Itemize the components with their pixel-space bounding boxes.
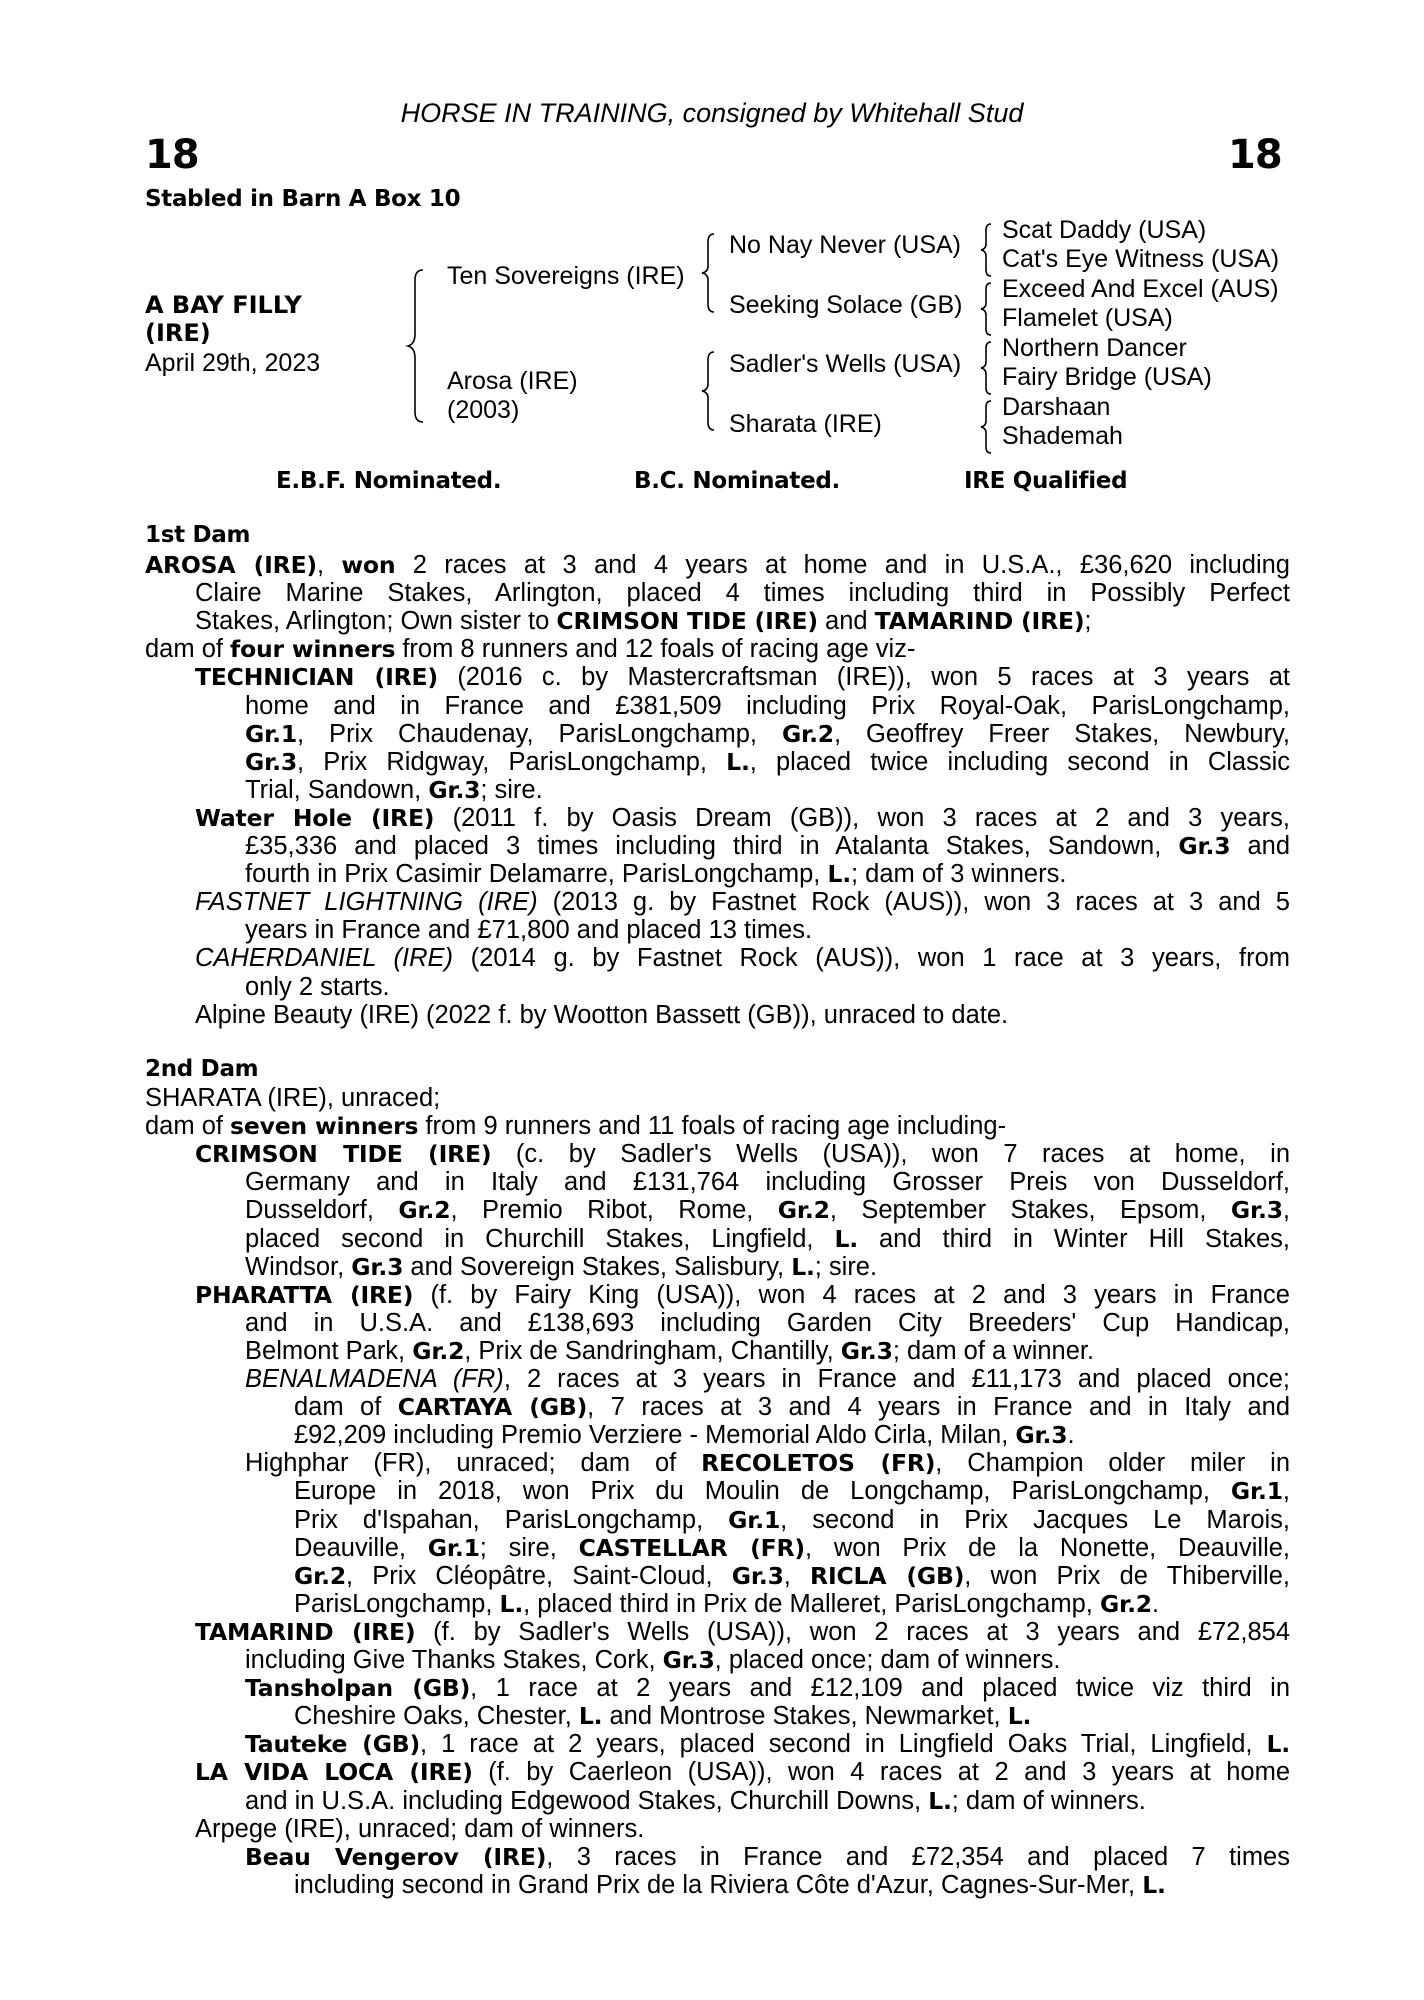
bold-text: PHARATTA (IRE) (195, 1280, 414, 1309)
pedigree-text-line (145, 1112, 1006, 1140)
text: (2011 f. by Oasis Dream (GB)), won 3 races at 2 and 3 years, (434, 803, 1290, 832)
text: , Geoffrey Freer Stakes, Newbury, (833, 719, 1291, 748)
first-dam-heading: 1st Dam (145, 522, 251, 548)
text: fourth in Prix Casimir Delamarre, ParisLongchamp, (245, 860, 828, 889)
bold-text: Water Hole (IRE) (195, 803, 435, 832)
text: , (1282, 1196, 1291, 1225)
horse-country: (IRE) (145, 319, 211, 347)
text: years in France and £71,800 and placed 13 times. (245, 916, 813, 945)
text: , 1 race at 2 years, placed second in Lingfield Oaks Trial, Lingfield, (420, 1730, 1267, 1759)
pedigree-brace-dam (700, 348, 722, 433)
bc-nomination: B.C. Nominated. (634, 468, 840, 494)
lot-number-right: 18 (1228, 132, 1282, 178)
text: ParisLongchamp, (294, 1589, 500, 1618)
text: home and in France and £381,509 including Prix Royal-Oak, ParisLongchamp, (245, 691, 1290, 720)
bold-text: Gr.2 (412, 1336, 465, 1365)
text: Stakes, Arlington; Own sister to (195, 607, 557, 636)
pedigree-dam-sire: Sadler's Wells (USA) (729, 350, 962, 378)
pedigree-brace-main (405, 266, 435, 426)
text: and (1230, 832, 1290, 860)
bold-text: Gr.1 (1230, 1477, 1283, 1506)
bold-text: TAMARIND (IRE) (195, 1617, 416, 1646)
horse-name: A BAY FILLY (145, 291, 302, 319)
text: Deauville, (294, 1533, 428, 1562)
bold-text: Gr.3 (731, 1561, 784, 1590)
pedigree-sire-dam: Seeking Solace (GB) (729, 291, 963, 319)
pedigree-sire: Ten Sovereigns (IRE) (447, 262, 685, 290)
bold-text: CRIMSON TIDE (IRE) (556, 607, 818, 636)
pedigree-text-line (245, 832, 1290, 860)
catalogue-header: HORSE IN TRAINING, consigned by Whitehall Stud (400, 98, 1024, 128)
text: and Montrose Stakes, Newmarket, (602, 1702, 1008, 1731)
pedigree-text-line (145, 1084, 440, 1112)
bold-text: RICLA (GB) (810, 1561, 965, 1590)
italic-text: BENALMADENA (FR) (245, 1365, 504, 1393)
pedigree-dam-year: (2003) (447, 396, 520, 424)
bold-text: Tansholpan (GB) (245, 1674, 471, 1703)
horse-description (145, 291, 302, 347)
text: ; (1084, 607, 1092, 636)
bold-text: L. (1266, 1730, 1290, 1759)
bold-text: L. (499, 1589, 524, 1618)
text: (c. by Sadler's Wells (USA)), won 7 races at home, in (491, 1140, 1290, 1169)
text: ; sire. (814, 1252, 878, 1281)
text: Arpege (IRE), unraced; dam of winners. (195, 1814, 645, 1843)
text: dam of (294, 1393, 398, 1422)
pedigree-text-line (245, 916, 812, 944)
pedigree-text-line (245, 776, 543, 804)
pedigree-text-line (195, 1758, 1290, 1786)
pedigree-text-line (245, 973, 390, 1001)
pedigree-text-line (195, 804, 1290, 832)
pedigree-text-line (294, 1421, 1075, 1449)
text: and third in Winter Hill Stakes, (857, 1224, 1291, 1253)
bold-text: four winners (230, 635, 396, 664)
pedigree-text-line (294, 1393, 1290, 1421)
bold-text: Gr.1 (427, 1533, 480, 1562)
text: ; dam of winners. (951, 1786, 1146, 1815)
text: SHARATA (IRE), unraced; (145, 1084, 441, 1112)
bold-text: Gr.2 (1099, 1589, 1152, 1618)
text: Cheshire Oaks, Chester, (294, 1702, 579, 1731)
pedigree-text-line (195, 579, 1290, 607)
pedigree-gen3-5: Northern Dancer (1002, 334, 1187, 362)
pedigree-gen3-4: Flamelet (USA) (1002, 304, 1173, 332)
text: from 8 runners and 12 foals of racing age viz- (395, 635, 916, 664)
pedigree-text-line (245, 1449, 1290, 1477)
pedigree-text-line (245, 1730, 1290, 1758)
bold-text: L. (827, 860, 851, 889)
text: , 1 race at 2 years and £12,109 and placed twice viz third in (470, 1674, 1291, 1703)
text: and Sovereign Stakes, Salisbury, (403, 1252, 792, 1281)
text: dam of (145, 635, 231, 664)
pedigree-dam-dam: Sharata (IRE) (729, 410, 882, 438)
stabling-location: Stabled in Barn A Box 10 (145, 186, 461, 212)
text: . (1151, 1589, 1160, 1618)
text: Belmont Park, (245, 1336, 413, 1365)
text: £92,209 including Premio Verziere - Memorial Aldo Cirla, Milan, (294, 1421, 1016, 1450)
text: placed second in Churchill Stakes, Lingfield, (245, 1224, 835, 1253)
pedigree-text-line (294, 1477, 1290, 1505)
text: , placed third in Prix de Malleret, ParisLongchamp, (523, 1589, 1100, 1618)
text: and (817, 607, 875, 636)
text: , Prix de Sandringham, Chantilly, (464, 1336, 841, 1365)
text: ; dam of 3 winners. (850, 860, 1067, 889)
bold-text: LA VIDA LOCA (IRE) (195, 1758, 473, 1787)
pedigree-text-line (245, 1309, 1290, 1337)
bold-text: L. (1007, 1702, 1032, 1731)
pedigree-gen3-3: Exceed And Excel (AUS) (1002, 275, 1279, 303)
pedigree-text-line (245, 1787, 1146, 1815)
pedigree-text-line (195, 1281, 1290, 1309)
text: (f. by Fairy King (USA)), won 4 races at 2 and 3 years in France (413, 1280, 1290, 1309)
bold-text: Gr.1 (728, 1505, 781, 1534)
bold-text: Gr.3 (1230, 1196, 1283, 1225)
text: (2014 g. by Fastnet Rock (AUS)), won 1 race at 3 years, from (453, 944, 1290, 973)
bold-text: CASTELLAR (FR) (578, 1533, 805, 1562)
text: ; sire. (480, 775, 543, 804)
bold-text: Gr.3 (662, 1646, 715, 1674)
text: , placed twice including second in Classic (749, 747, 1290, 776)
bold-text: Gr.3 (1178, 832, 1231, 860)
text: , won Prix de la Nonette, Deauville, (804, 1533, 1291, 1562)
bold-text: L. (834, 1224, 858, 1253)
text: , Prix Chaudenay, ParisLongchamp, (297, 719, 782, 748)
text: and in U.S.A. including Edgewood Stakes, Churchill Downs, (245, 1786, 929, 1815)
pedigree-text-line (294, 1506, 1290, 1534)
text: , Prix Ridgway, ParisLongchamp, (297, 747, 727, 776)
bold-text: Gr.3 (351, 1252, 404, 1281)
pedigree-text-line (145, 551, 1290, 579)
bold-text: Gr.3 (428, 775, 481, 804)
pedigree-gen3-7: Darshaan (1002, 393, 1111, 421)
bold-text: TECHNICIAN (IRE) (195, 663, 438, 692)
pedigree-text-line (195, 1815, 644, 1843)
italic-text: CAHERDANIEL (IRE) (195, 944, 454, 973)
pedigree-text-line (245, 1225, 1290, 1253)
lot-number-left: 18 (145, 132, 199, 178)
pedigree-text-line (195, 1140, 1290, 1168)
text: from 9 runners and 11 foals of racing age including- (418, 1112, 1007, 1141)
pedigree-text-line (294, 1871, 1166, 1899)
text: (f. by Sadler's Wells (USA)), won 2 races at 3 years and £72,854 (415, 1617, 1290, 1646)
text: , 3 races in France and £72,354 and placed 7 times (546, 1842, 1290, 1871)
pedigree-text-line (245, 1337, 1094, 1365)
text: (f. by Caerleon (USA)), won 4 races at 2 and 3 years at home (472, 1758, 1290, 1787)
pedigree-text-line (195, 607, 1091, 635)
text: Dusseldorf, (245, 1196, 399, 1225)
bold-text: CRIMSON TIDE (IRE) (195, 1140, 492, 1169)
text: Alpine Beauty (IRE) (2022 f. by Wootton Bassett (GB)), unraced to date. (195, 1000, 1009, 1029)
pedigree-text-line (195, 1001, 1008, 1029)
pedigree-text-line (245, 748, 1290, 776)
text: Windsor, (245, 1252, 352, 1281)
text: , Prix Cléopâtre, Saint-Cloud, (346, 1561, 732, 1590)
pedigree-text-line (294, 1702, 1031, 1730)
text: 2 races at 3 and 4 years at home and in U.S.A., £36,620 including (395, 551, 1290, 579)
bold-text: Gr.3 (245, 747, 298, 776)
pedigree-text-line (195, 663, 1290, 691)
text: , (1282, 1477, 1290, 1506)
pedigree-brace-g3-2 (978, 279, 998, 339)
bold-text: Beau Vengerov (IRE) (245, 1842, 547, 1871)
pedigree-text-line (145, 635, 915, 663)
pedigree-text-line (245, 1646, 1061, 1674)
text: , Premio Ribot, Rome, (450, 1196, 778, 1225)
text: Highphar (FR), unraced; dam of (245, 1449, 702, 1478)
second-dam-heading: 2nd Dam (145, 1056, 259, 1082)
text: Prix d'Ispahan, ParisLongchamp, (294, 1505, 729, 1534)
text: and in U.S.A. and £138,693 including Garden City Breeders' Cup Handicap, (245, 1308, 1290, 1337)
pedigree-text-line (294, 1534, 1290, 1562)
pedigree-text-line (245, 1674, 1290, 1702)
pedigree-text-line (245, 1365, 1290, 1393)
pedigree-brace-g3-1 (978, 220, 998, 280)
bold-text: Gr.2 (294, 1561, 347, 1590)
bold-text: L. (1142, 1870, 1166, 1899)
pedigree-dam: Arosa (IRE) (447, 367, 578, 395)
bold-text: L. (726, 747, 750, 776)
bold-text: Tauteke (GB) (245, 1730, 421, 1759)
text: including second in Grand Prix de la Riviera Côte d'Azur, Cagnes-Sur-Mer, (294, 1870, 1143, 1899)
text: ; dam of a winner. (892, 1336, 1095, 1365)
pedigree-text-line (245, 860, 1066, 888)
pedigree-text-line (245, 1843, 1290, 1871)
bold-text: Gr.3 (1015, 1421, 1068, 1450)
text: Trial, Sandown, (245, 775, 429, 804)
bold-text: Gr.3 (840, 1336, 893, 1365)
bold-text: RECOLETOS (FR) (701, 1449, 936, 1478)
bold-text: L. (928, 1786, 952, 1815)
text: £35,336 and placed 3 times including third in Atalanta Stakes, Sandown, (245, 832, 1179, 860)
text: , won Prix de Thiberville, (964, 1561, 1290, 1590)
pedigree-text-line (195, 1618, 1290, 1646)
bold-text: L. (791, 1252, 815, 1281)
italic-text: FASTNET LIGHTNING (IRE) (195, 888, 538, 917)
ire-qualified: IRE Qualified (964, 468, 1128, 494)
pedigree-text-line (294, 1562, 1290, 1590)
pedigree-text-line (195, 888, 1290, 916)
pedigree-gen3-1: Scat Daddy (USA) (1002, 216, 1207, 244)
bold-text: L. (578, 1702, 603, 1731)
pedigree-text-line (245, 1196, 1290, 1224)
text: including Give Thanks Stakes, Cork, (245, 1646, 663, 1674)
text: (2013 g. by Fastnet Rock (AUS)), won 3 races at 3 and 5 (537, 888, 1290, 917)
pedigree-gen3-2: Cat's Eye Witness (USA) (1002, 245, 1280, 273)
text: , Champion older miler in (935, 1449, 1290, 1478)
text: , 7 races at 3 and 4 years in France and in Italy and (587, 1393, 1291, 1422)
text: . (1067, 1421, 1075, 1450)
pedigree-text-line (245, 720, 1290, 748)
pedigree-gen3-8: Shademah (1002, 422, 1123, 450)
pedigree-brace-g3-4 (978, 397, 998, 457)
text: Europe in 2018, won Prix du Moulin de Longchamp, ParisLongchamp, (294, 1477, 1231, 1506)
bold-text: AROSA (IRE) (145, 551, 317, 579)
bold-text: Gr.2 (398, 1196, 451, 1225)
pedigree-text-line (245, 1253, 877, 1281)
bold-text: Gr.2 (781, 719, 834, 748)
text: Claire Marine Stakes, Arlington, placed 4 times including third in Possibly Perfect (195, 579, 1290, 608)
text: ; sire, (479, 1533, 579, 1562)
bold-text: Gr.1 (245, 719, 298, 748)
text: , (316, 551, 342, 579)
text: , September Stakes, Epsom, (829, 1196, 1231, 1225)
bold-text: won (341, 551, 396, 579)
foaling-date: April 29th, 2023 (145, 349, 321, 377)
text: , second in Prix Jacques Le Marois, (780, 1505, 1290, 1534)
pedigree-text-line (195, 944, 1290, 972)
text: , placed once; dam of winners. (714, 1646, 1061, 1674)
pedigree-text-line (245, 1168, 1290, 1196)
text: , (783, 1561, 811, 1590)
pedigree-text-line (294, 1590, 1159, 1618)
bold-text: TAMARIND (IRE) (874, 607, 1085, 636)
pedigree-gen3-6: Fairy Bridge (USA) (1002, 363, 1212, 391)
text: (2016 c. by Mastercraftsman (IRE)), won 5 races at 3 years at (437, 663, 1290, 692)
bold-text: CARTAYA (GB) (397, 1393, 588, 1422)
pedigree-brace-g3-3 (978, 338, 998, 398)
ebf-nomination: E.B.F. Nominated. (276, 468, 502, 494)
pedigree-sire-sire: No Nay Never (USA) (729, 231, 961, 259)
pedigree-brace-sire (700, 230, 722, 315)
text: , 2 races at 3 years in France and £11,173 and placed once; (503, 1365, 1290, 1393)
text: Germany and in Italy and £131,764 including Grosser Preis von Dusseldorf, (245, 1168, 1290, 1197)
bold-text: seven winners (230, 1112, 419, 1141)
text: dam of (145, 1112, 231, 1141)
bold-text: Gr.2 (777, 1196, 830, 1225)
text: only 2 starts. (245, 972, 390, 1001)
pedigree-text-line (245, 692, 1290, 720)
